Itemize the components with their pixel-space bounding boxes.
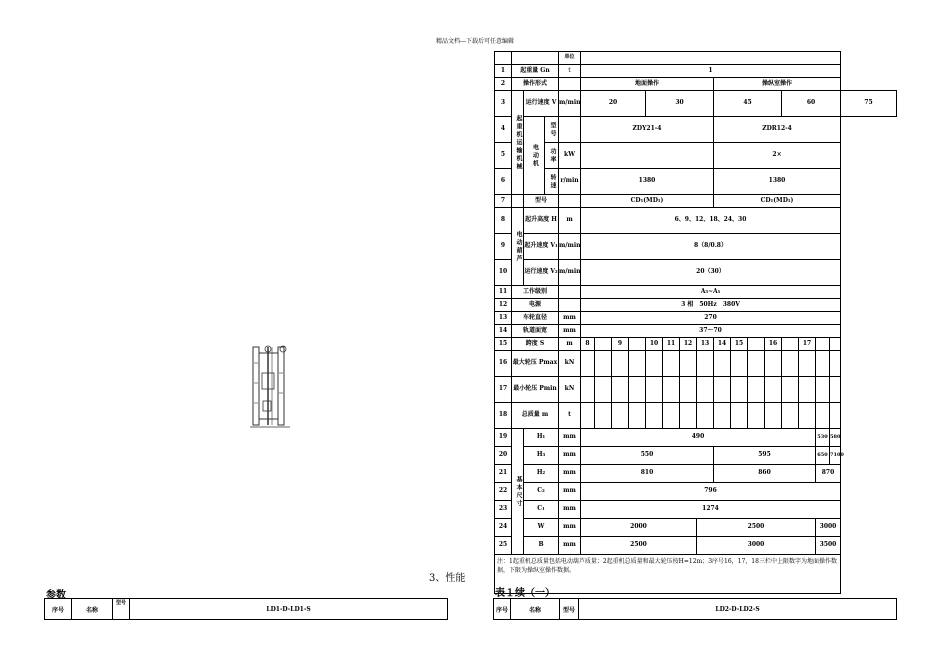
speed-value: 20 xyxy=(581,91,646,117)
row-label: 总质量 m xyxy=(512,403,559,429)
row-label: H₃ xyxy=(524,447,559,465)
table-row xyxy=(495,483,897,501)
table-row xyxy=(495,91,897,117)
seq-header: 序号 xyxy=(45,599,72,620)
dim-value: 3000 xyxy=(816,519,841,537)
name-header: 名称 xyxy=(72,599,113,620)
row-label: H₁ xyxy=(524,429,559,447)
dim-value: 595 xyxy=(714,447,816,465)
row-number: 18 xyxy=(495,403,512,429)
table-row xyxy=(495,260,897,286)
row-label: 型号 xyxy=(545,117,559,143)
row-value: 8（8/0.8） xyxy=(581,234,841,260)
row-unit: mm xyxy=(559,519,581,537)
table-row xyxy=(495,377,897,403)
motor-speed: 1380 xyxy=(714,169,841,195)
span-value: 11 xyxy=(663,338,680,351)
row-unit: mm xyxy=(559,447,581,465)
row-number: 12 xyxy=(495,299,512,312)
row-number: 2 xyxy=(495,78,512,91)
row-label: 运行速度 V₂ xyxy=(524,260,559,286)
row-number: 24 xyxy=(495,519,512,537)
ground-operation: 地面操作 xyxy=(581,78,714,91)
row-number: 19 xyxy=(495,429,512,447)
row-unit: m/min xyxy=(559,234,581,260)
row-label: W xyxy=(524,519,559,537)
table-row xyxy=(495,208,897,234)
row-value: 20（30） xyxy=(581,260,841,286)
table-row xyxy=(495,52,897,65)
table-row xyxy=(495,501,897,519)
row-number: 11 xyxy=(495,286,512,299)
row-unit: mm xyxy=(559,465,581,483)
span-value: 15 xyxy=(731,338,748,351)
table-row xyxy=(495,234,897,260)
dim-value: 3000 xyxy=(697,537,816,555)
row-label: 转速 xyxy=(545,169,559,195)
group-dim-label: 基本尺寸 xyxy=(512,429,524,555)
span-value: 17 xyxy=(799,338,816,351)
hoist-model: CD₁(MD₁) xyxy=(581,195,714,208)
row-number: 6 xyxy=(495,169,512,195)
dim-value: 870 xyxy=(816,465,841,483)
span-value: 12 xyxy=(680,338,697,351)
row-label: 功率 xyxy=(545,143,559,169)
table-row xyxy=(495,537,897,555)
model-title: LD2-D-LD2-S xyxy=(579,599,897,620)
dim-value: 7100 xyxy=(830,447,841,465)
section-title: 3、性能 xyxy=(429,573,466,584)
row-value: 3 相 50Hz 380V xyxy=(581,299,841,312)
row-unit: t xyxy=(559,65,581,78)
row-label: 起升高度 H xyxy=(524,208,559,234)
row-unit: mm xyxy=(559,483,581,501)
row-number: 23 xyxy=(495,501,512,519)
row-unit: m xyxy=(559,338,581,351)
span-value: 13 xyxy=(697,338,714,351)
table-row xyxy=(495,286,897,299)
row-unit: mm xyxy=(559,312,581,325)
span-value: 8 xyxy=(581,338,595,351)
row-unit: mm xyxy=(559,501,581,519)
row-number: 10 xyxy=(495,260,512,286)
model-title: LD1-D-LD1-S xyxy=(130,599,448,620)
table-row xyxy=(495,465,897,483)
row-number: 3 xyxy=(495,91,512,117)
table-row xyxy=(495,117,897,143)
row-label: 起重量 Gn xyxy=(512,65,559,78)
row-number: 22 xyxy=(495,483,512,501)
speed-value: 60 xyxy=(782,91,841,117)
crane-drawing xyxy=(250,343,290,429)
speed-value: 45 xyxy=(714,91,782,117)
table-row xyxy=(495,169,897,195)
hoist-model: CD₁(MD₁) xyxy=(714,195,841,208)
table-row xyxy=(495,519,897,537)
row-label: C₁ xyxy=(524,501,559,519)
group-crane-label: 起重机运输机械 xyxy=(512,91,524,195)
span-value: 10 xyxy=(646,338,663,351)
dim-value: 810 xyxy=(581,465,714,483)
dim-value: 550 xyxy=(581,447,714,465)
dim-value: 650 xyxy=(816,447,830,465)
name-header: 名称 xyxy=(511,599,560,620)
table-row xyxy=(495,325,897,338)
row-number: 9 xyxy=(495,234,512,260)
row-number: 15 xyxy=(495,338,512,351)
span-value: 14 xyxy=(714,338,731,351)
dim-value: 530 xyxy=(816,429,830,447)
row-label: H₂ xyxy=(524,465,559,483)
row-number: 20 xyxy=(495,447,512,465)
row-label: 电源 xyxy=(512,299,559,312)
row-number: 7 xyxy=(495,195,512,208)
table-row xyxy=(495,403,897,429)
params-title: 参数 xyxy=(46,590,66,601)
table-row xyxy=(495,555,897,594)
unit-header: 单位 xyxy=(559,52,581,65)
dim-value: 2500 xyxy=(697,519,816,537)
row-number: 17 xyxy=(495,377,512,403)
left-table-header xyxy=(44,598,448,620)
row-number: 5 xyxy=(495,143,512,169)
row-value: A₃~A₅ xyxy=(581,286,841,299)
row-unit: m xyxy=(559,208,581,234)
row-unit: kW xyxy=(559,143,581,169)
row-label: 起升速度 V₁ xyxy=(524,234,559,260)
row-unit: mm xyxy=(559,429,581,447)
dim-value: 490 xyxy=(581,429,816,447)
row-label: B xyxy=(524,537,559,555)
table-row xyxy=(495,429,897,447)
row-label: C₂ xyxy=(524,483,559,501)
table-row xyxy=(495,78,897,91)
model-header: 型号 xyxy=(560,599,579,620)
row-unit: m/min xyxy=(559,91,581,117)
row-label: 车轮直径 xyxy=(512,312,559,325)
table-row xyxy=(495,195,897,208)
row-unit: m/min xyxy=(559,260,581,286)
dim-value: 580 xyxy=(830,429,841,447)
dim-value: 796 xyxy=(581,483,841,501)
motor-power: 2× xyxy=(714,143,841,169)
row-number: 1 xyxy=(495,65,512,78)
dim-value: 2500 xyxy=(581,537,697,555)
table-row xyxy=(495,312,897,325)
motor-group-label: 电动机 xyxy=(524,117,545,195)
row-number: 8 xyxy=(495,208,512,234)
table-row xyxy=(495,338,897,351)
row-label: 最大轮压 Pmax xyxy=(512,351,559,377)
speed-value: 30 xyxy=(646,91,714,117)
dim-value: 1274 xyxy=(581,501,841,519)
span-value: 16 xyxy=(765,338,782,351)
motor-speed: 1380 xyxy=(581,169,714,195)
speed-value: 75 xyxy=(841,91,897,117)
dim-value: 860 xyxy=(714,465,816,483)
row-value: 37～70 xyxy=(581,325,841,338)
row-label: 最小轮压 Pmin xyxy=(512,377,559,403)
table-row xyxy=(495,351,897,377)
row-unit: kN xyxy=(559,351,581,377)
span-value: 9 xyxy=(612,338,629,351)
row-unit: mm xyxy=(559,325,581,338)
row-label: 工作级别 xyxy=(512,286,559,299)
row-number: 25 xyxy=(495,537,512,555)
row-label: 轨道面宽 xyxy=(512,325,559,338)
row-unit: t xyxy=(559,403,581,429)
row-unit: kN xyxy=(559,377,581,403)
cab-operation: 操纵室操作 xyxy=(714,78,841,91)
table-note: 注：1起重机总质量包括电动葫芦质量；2起重机总质量和最大轮压按H=12m；3序号16，17，18三栏中上限数字为地面操作数据，下限为操纵室操作数据。 xyxy=(495,555,841,594)
row-number: 16 xyxy=(495,351,512,377)
row-label: 型号 xyxy=(524,195,559,208)
row-label: 运行速度 V xyxy=(524,91,559,117)
table-row xyxy=(495,65,897,78)
group-hoist-label: 电动葫芦 xyxy=(512,208,524,286)
row-number: 21 xyxy=(495,465,512,483)
row-number: 13 xyxy=(495,312,512,325)
motor-model: ZDY21-4 xyxy=(581,117,714,143)
table-row xyxy=(495,143,897,169)
page-header-watermark: 精品文档---下载后可任意编辑 xyxy=(435,38,515,45)
table-row xyxy=(495,447,897,465)
dim-value: 2000 xyxy=(581,519,697,537)
row-value: 1 xyxy=(581,65,841,78)
row-unit: r/min xyxy=(559,169,581,195)
spec-table xyxy=(494,51,897,594)
row-value: 270 xyxy=(581,312,841,325)
right-table-header xyxy=(493,598,897,620)
table-continued-title: 表１续（一） xyxy=(495,588,555,599)
row-unit: mm xyxy=(559,537,581,555)
model-header: 型号 xyxy=(113,599,130,620)
motor-model: ZDR12-4 xyxy=(714,117,841,143)
row-number: 4 xyxy=(495,117,512,143)
dim-value: 3500 xyxy=(816,537,841,555)
row-label: 操作形式 xyxy=(512,78,559,91)
row-number: 14 xyxy=(495,325,512,338)
seq-header: 序号 xyxy=(494,599,511,620)
table-row xyxy=(495,299,897,312)
row-label: 跨度 S xyxy=(512,338,559,351)
row-value: 6、9、12、18、24、30 xyxy=(581,208,841,234)
